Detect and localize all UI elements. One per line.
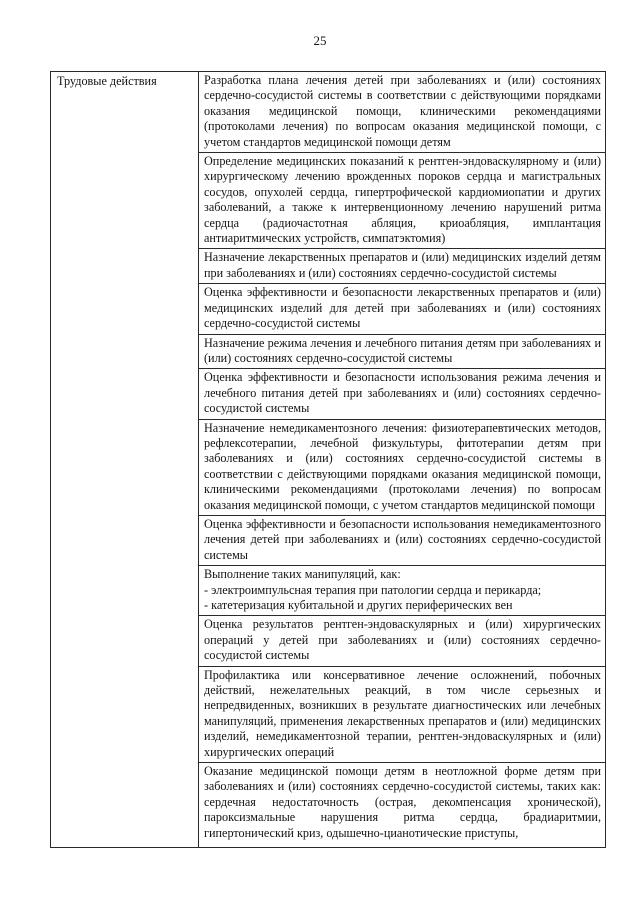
action-item: Назначение режима лечения и лечебного питания детям при заболеваниях и (или) состояниях сердечно-сосудистой системы: [199, 335, 605, 370]
action-item: Оказание медицинской помощи детям в неотложной форме детям при заболеваниях и (или) состояниях сердечно-сосудистой системы, таких как: сердечная недостаточность (острая, декомпенсация хронической), пароксизмальные нарушения ритма сердца, брадиаритмии, гипертонический криз, одышечно-цианотические приступы,: [204, 764, 601, 840]
action-item: Определение медицинских показаний к рентген-эндоваскулярному и (или) хирургическому лечению врожденных пороков сердца и магистральных сосудов, опухолей сердца, гипертрофической кардиомиопатии и других заболеваний, а также к интервенционному лечению нарушений ритма сердца (радиочастотная абляция, криоабляция, имплантация антиаритмических устройств, симпатэктомия): [199, 153, 605, 249]
row-label: Трудовые действия: [51, 72, 199, 848]
page-number: 25: [313, 33, 327, 48]
list-item: - катетеризация кубитальной и других периферических вен: [204, 598, 513, 612]
labor-actions-table: [50, 71, 606, 848]
table-row: [51, 72, 606, 848]
action-item: Оценка эффективности и безопасности использования немедикаментозного лечения детей при заболеваниях и (или) состояниях сердечно-сосудистой системы: [199, 516, 605, 566]
action-item: Оценка результатов рентген-эндоваскулярных и (или) хирургических операций у детей при заболеваниях и (или) состояниях сердечно-сосудистой системы: [199, 616, 605, 666]
list-intro: Выполнение таких манипуляций, как:: [204, 567, 401, 582]
list-item: - электроимпульсная терапия при патологии сердца и перикарда;: [204, 582, 542, 597]
action-item: Назначение лекарственных препаратов и (или) медицинских изделий детям при заболеваниях и (или) состояниях сердечно-сосудистой системы: [199, 249, 605, 284]
action-item: Оценка эффективности и безопасности использования режима лечения и лечебного питания детей при заболеваниях и (или) состояниях сердечно-сосудистой системы: [199, 369, 605, 419]
actions-cell: [199, 72, 606, 848]
action-item: Оценка эффективности и безопасности лекарственных препаратов и (или) медицинских изделий для детей при заболеваниях и (или) состояниях сердечно-сосудистой системы: [199, 284, 605, 334]
action-item: Назначение немедикаментозного лечения: физиотерапевтических методов, рефлексотерапии, лечебной физкультуры, фитотерапии детям при заболеваниях и (или) состояниях сердечно-сосудистой системы в соответствии с действующими порядками оказания медицинской помощи, клиническими рекомендациями (протоколами лечения) по вопросам оказания медицинской помощи, с учетом стандартов медицинской помощи: [199, 420, 605, 516]
action-item: Разработка плана лечения детей при заболеваниях и (или) состояниях сердечно-сосудистой системы в соответствии с действующими порядками оказания медицинской помощи, клиническими рекомендациями (протоколами лечения) по вопросам оказания медицинской помощи, с учетом стандартов медицинской помощи детям: [199, 72, 605, 153]
action-item-list: [199, 566, 605, 616]
action-item: Профилактика или консервативное лечение осложнений, побочных действий, нежелательных реакций, в том числе серьезных и непредвиденных, возникших в результате диагностических или лечебных манипуляций, применения лекарственных препаратов и (или) медицинских изделий, немедикаментозной терапии, рентген-эндоваскулярных и (или) хирургических операций: [199, 667, 605, 763]
